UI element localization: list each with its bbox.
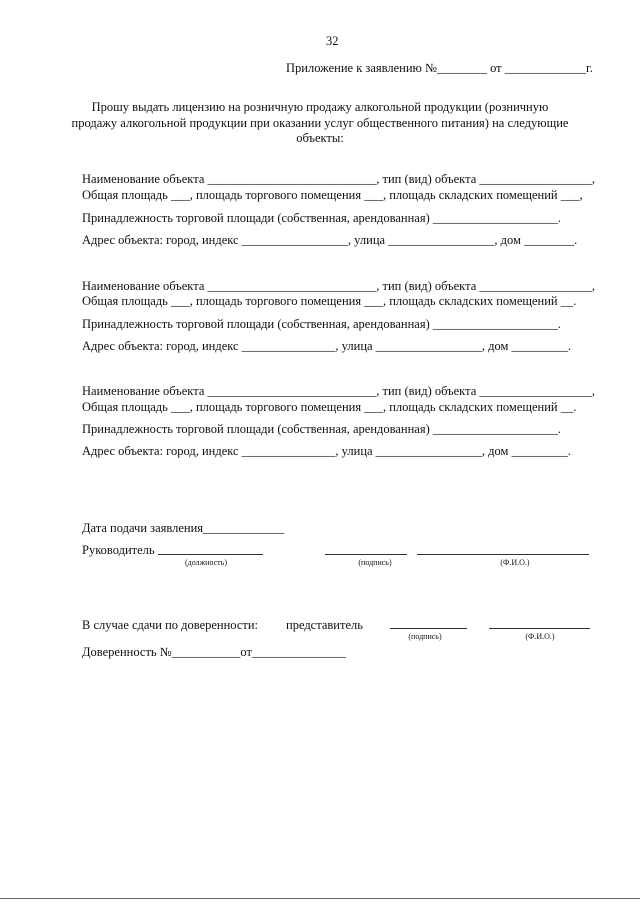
power-of-attorney-line: Доверенность №___________от_______________	[82, 645, 346, 659]
object-2-ownership-line: Принадлежность торговой площади (собственная, арендованная) ____________________.	[82, 317, 561, 331]
manager-position-rule	[158, 554, 263, 555]
request-line-2: продажу алкогольной продукции при оказании услуг общественного питания) на следующие	[71, 116, 569, 130]
proxy-signature-caption: (подпись)	[408, 632, 442, 641]
object-3-address-line: Адрес объекта: город, индекс _______________, улица _________________, дом _________.	[82, 444, 571, 458]
object-1-ownership-line: Принадлежность торговой площади (собственная, арендованная) ____________________.	[82, 211, 561, 225]
page-bottom-rule	[0, 898, 640, 899]
object-1-name-line: Наименование объекта ___________________________, тип (вид) объекта __________________,	[82, 172, 596, 186]
object-3-ownership-line: Принадлежность торговой площади (собственная, арендованная) ____________________.	[82, 422, 561, 436]
object-2-area-line: Общая площадь ___, площадь торгового помещения ___, площадь складских помещений __.	[82, 294, 577, 308]
manager-position-caption: (должность)	[185, 558, 227, 567]
proxy-fio-rule	[489, 628, 590, 629]
proxy-label: В случае сдачи по доверенности:	[82, 618, 259, 632]
manager-fio-caption: (Ф.И.О.)	[500, 558, 530, 567]
application-date-line: Дата подачи заявления_____________	[82, 521, 285, 535]
object-1-address-line: Адрес объекта: город, индекс _________________, улица _________________, дом ________.	[82, 233, 578, 247]
manager-signature-rule	[325, 554, 407, 555]
proxy-signature-rule	[390, 628, 467, 629]
manager-signature-caption: (подпись)	[358, 558, 392, 567]
manager-label: Руководитель	[82, 543, 155, 557]
appendix-line: Приложение к заявлению №________ от _____________г.	[286, 61, 593, 75]
proxy-fio-caption: (Ф.И.О.)	[525, 632, 555, 641]
manager-fio-rule	[417, 554, 589, 555]
object-2-name-line: Наименование объекта ___________________________, тип (вид) объекта __________________,	[82, 279, 596, 293]
object-3-area-line: Общая площадь ___, площадь торгового помещения ___, площадь складских помещений __.	[82, 400, 577, 414]
request-line-1: Прошу выдать лицензию на розничную продажу алкогольной продукции (розничную	[91, 100, 549, 114]
object-3-name-line: Наименование объекта ___________________________, тип (вид) объекта __________________,	[82, 384, 596, 398]
object-1-area-line: Общая площадь ___, площадь торгового помещения ___, площадь складских помещений ___,	[82, 188, 583, 202]
object-2-address-line: Адрес объекта: город, индекс _______________, улица _________________, дом _________.	[82, 339, 571, 353]
page-number: 32	[326, 34, 339, 48]
request-line-3: объекты:	[296, 131, 344, 145]
proxy-representative: представитель	[286, 618, 363, 632]
